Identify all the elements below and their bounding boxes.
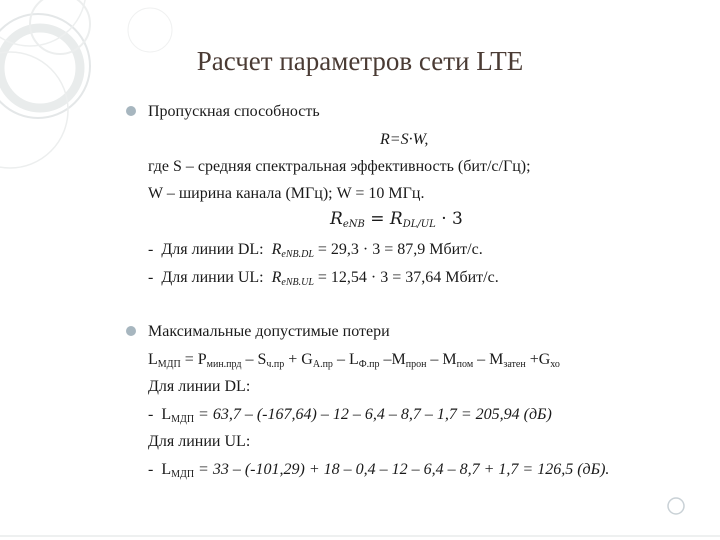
section2-dl-label: Для линии DL: (148, 378, 251, 395)
formula-r-sw: R=S·W, (380, 131, 429, 148)
bullet-1 (126, 106, 136, 116)
dl-label: Для линии DL: (161, 241, 264, 258)
formula-lmdp: $L_{МДП} = P_{мин.прд} - S_{ч.пр} + G_{A.пр} - L_{Ф.пр}$ $-M_{прон} - M_{пом} - M_{затен} +G_{хо}$ (148, 351, 560, 370)
section1-heading: Пропускная способность (148, 103, 320, 120)
dash: - (148, 241, 154, 258)
ul-throughput-line: - Для линии UL: $R_{eNB.UL} = 12,54 \cdot 3 = 37,64$ Мбит/с. (148, 269, 499, 288)
dl-throughput-line: - Для линии DL: $R_{eNB.DL} = 29,3 \cdot 3 = 87,9$ Мбит/с. (148, 241, 483, 260)
section2-dl-line: - $L_{МДП} = 63,7 - (-167,64) - 12 - 6,4 - 8,7 - 1,7 = 205,94$ (дБ) (148, 406, 552, 425)
formula-r-enb: $R_{eNB} = R_{DL/UL} \cdot 3$ (330, 209, 463, 230)
section2-ul-line: - $L_{МДП} = 33 - (-101,29) + 18 - 0,4 - 12 - 6,4 - 8,7 + 1,7 = 126,5$ (дБ). (148, 461, 610, 480)
dash: - (148, 406, 154, 423)
dash: - (148, 461, 154, 478)
line-where-s: где S – средняя спектральная эффективность (бит/с/Гц); (148, 158, 531, 175)
section2-ul-label: Для линии UL: (148, 433, 251, 450)
section2-heading: Максимальные допустимые потери (148, 323, 390, 340)
dash: - (148, 269, 154, 286)
slide-title: Расчет параметров сети LTE (196, 46, 524, 76)
bullet-2 (126, 326, 136, 336)
ul-label: Для линии UL: (161, 269, 264, 286)
line-w-bandwidth: W – ширина канала (МГц); W = 10 МГц. (148, 185, 425, 202)
